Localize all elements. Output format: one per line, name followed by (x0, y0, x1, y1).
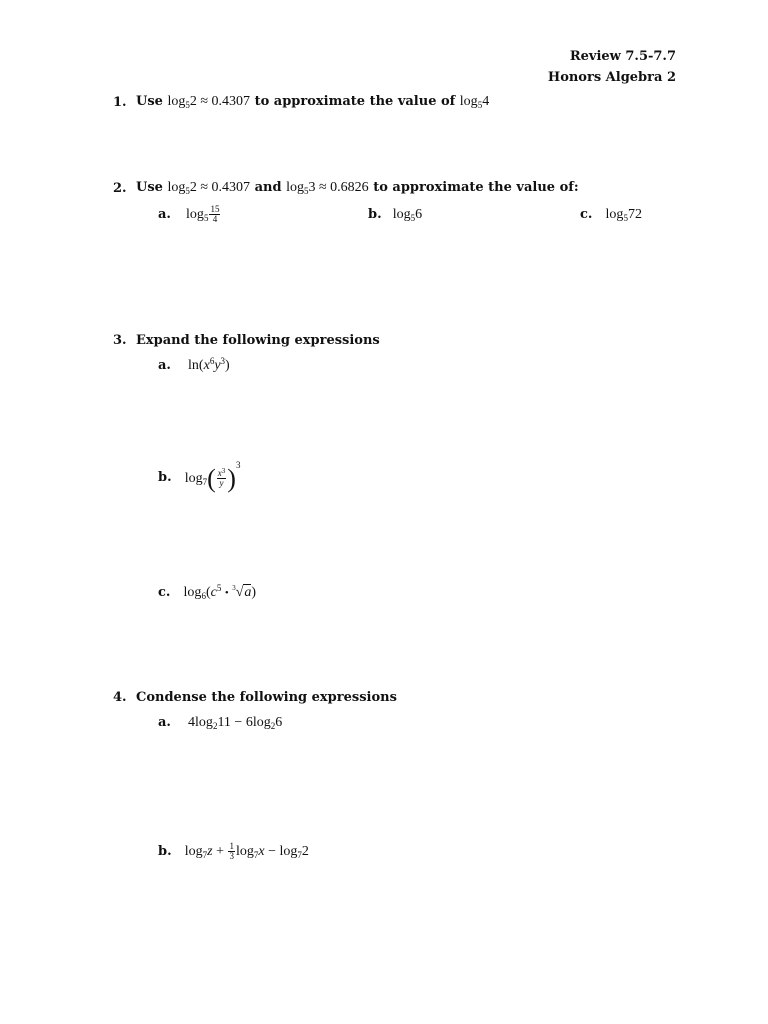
q2-part-c (580, 203, 642, 223)
q4-part-a-label: a. (158, 715, 171, 730)
q3-part-b-expression: $\log_7$( $\frac{x^3}{y}$ )$^3$ (184, 460, 241, 493)
q1-target-log: $\log_54$ (459, 94, 490, 110)
question-2-text (136, 180, 579, 196)
header-review-title: Review 7.5-7.7 (569, 49, 676, 64)
q4-part-b-fraction: $\frac{1}{3}$ (229, 841, 234, 862)
q2-part-a-expression: $\log_5$ $\frac{15}{4}$ (186, 204, 220, 225)
q2-part-b-label: b. (368, 207, 382, 222)
q2-part-c-label: c. (580, 207, 593, 222)
q2-part-b (368, 203, 422, 223)
q4-part-b (158, 840, 309, 861)
q2-use: Use (136, 180, 163, 195)
question-3-text: Expand the following expressions (136, 333, 380, 348)
q1-instruction: to approximate the value of (254, 94, 456, 109)
question-1-number: 1. (113, 95, 127, 110)
question-3-number: 3. (113, 333, 127, 348)
q2-and: and (254, 180, 282, 195)
q2-given-log-3: $\log_53 \approx 0.6826$ (286, 180, 369, 196)
q2-part-a-fraction: $\frac{15}{4}$ (210, 204, 220, 225)
question-4-text: Condense the following expressions (136, 690, 397, 705)
q2-part-b-expression: $\log_56$ (392, 207, 423, 223)
q3-part-c (158, 581, 256, 601)
question-1-text (136, 94, 489, 110)
q3-part-c-expression: $\log_6(c^5$ • $^3$√a) (183, 583, 257, 601)
q3-part-a (158, 354, 230, 374)
q4-part-b-label: b. (158, 844, 172, 859)
q4-part-b-expression: $\log_7z$ + $\frac{1}{3}$ $\log_7x - \log_72$ (184, 841, 309, 862)
q2-part-a-label: a. (158, 207, 171, 222)
q2-part-c-expression: $\log_572$ (605, 207, 642, 223)
q1-given-log: $\log_52 \approx 0.4307$ (167, 94, 251, 110)
q1-use: Use (136, 94, 163, 109)
q3-part-a-expression: $\ln(x^6y^3)$ (188, 356, 230, 373)
q3-part-a-label: a. (158, 358, 171, 373)
q3-part-c-radicand: a (244, 585, 252, 600)
header-course-title: Honors Algebra 2 (547, 70, 676, 85)
question-4-number: 4. (113, 690, 127, 705)
q4-part-a (158, 711, 282, 731)
q2-part-a (158, 203, 221, 224)
q3-part-b-fraction: $\frac{x^3}{y}$ (217, 467, 226, 489)
q3-part-c-label: c. (158, 585, 171, 600)
q3-part-b (158, 460, 241, 493)
q2-instruction: to approximate the value of: (373, 180, 579, 195)
q4-part-a-expression: $4\log_211 - 6\log_26$ (188, 715, 283, 731)
question-2-number: 2. (113, 181, 127, 196)
q2-given-log-2: $\log_52 \approx 0.4307$ (167, 180, 251, 196)
q3-part-b-label: b. (158, 470, 172, 485)
